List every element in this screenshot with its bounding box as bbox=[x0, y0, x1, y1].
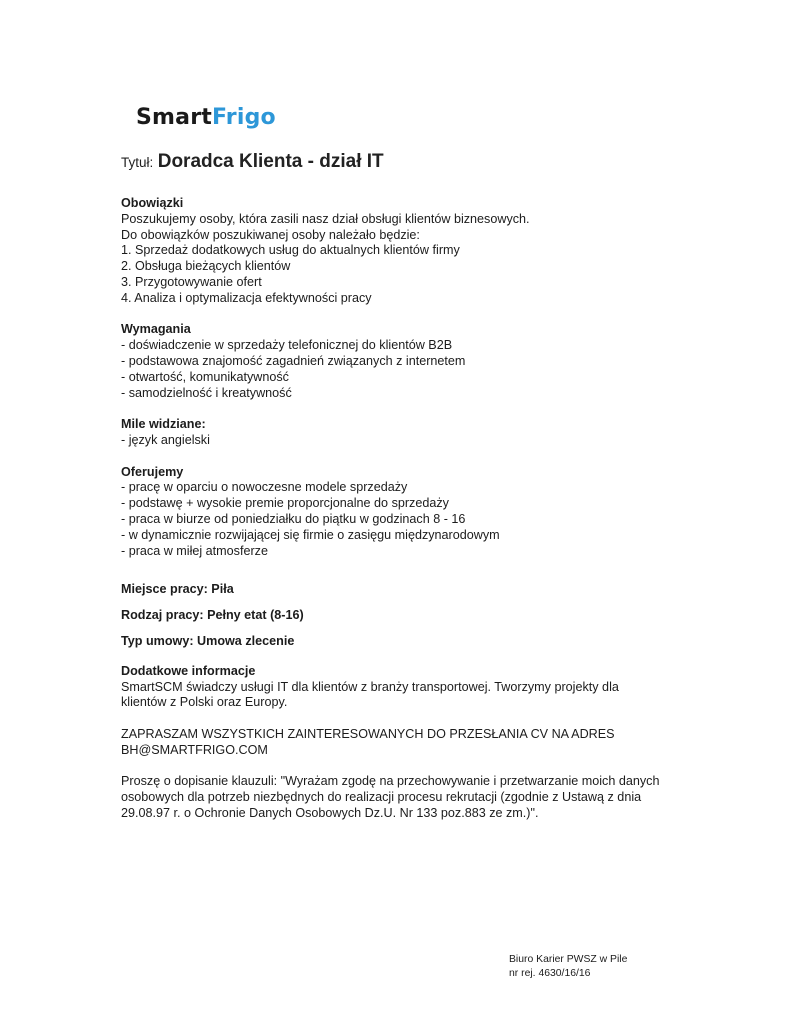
logo-text-frigo: Frigo bbox=[211, 105, 276, 130]
section-heading-obowiazki: Obowiązki bbox=[121, 196, 184, 210]
document-body bbox=[121, 196, 691, 822]
oferujemy-line: - praca w biurze od poniedziałku do piątku w godzinach 8 - 16 bbox=[121, 511, 466, 526]
obowiazki-line: 1. Sprzedaż dodatkowych usług do aktualnych klientów firmy bbox=[121, 243, 460, 258]
mile-widziane-line: - język angielski bbox=[121, 432, 210, 447]
work-location: Miejsce pracy: Piła bbox=[121, 582, 234, 597]
oferujemy-line: - pracę w oparciu o nowoczesne modele sprzedaży bbox=[121, 480, 408, 495]
invitation-line: ZAPRASZAM WSZYSTKICH ZAINTERESOWANYCH DO PRZESŁANIA CV NA ADRES bbox=[121, 726, 615, 741]
footer-registration: nr rej. 4630/16/16 bbox=[509, 967, 591, 979]
obowiazki-line: 3. Przygotowywanie ofert bbox=[121, 274, 262, 289]
contract-type: Typ umowy: Umowa zlecenie bbox=[121, 633, 295, 648]
contact-email: BH@SMARTFRIGO.COM bbox=[121, 742, 268, 757]
section-heading-wymagania: Wymagania bbox=[121, 322, 191, 337]
wymagania-line: - samodzielność i kreatywność bbox=[121, 385, 292, 400]
section-obowiazki bbox=[121, 196, 691, 307]
obowiazki-line: 2. Obsługa bieżących klientów bbox=[121, 259, 291, 274]
dodatkowe-text: SmartSCM świadczy usługi IT dla klientów z branży transportowej. Tworzymy projekty dla klientów z Polski oraz Europy. bbox=[121, 679, 619, 710]
section-wymagania bbox=[121, 322, 691, 401]
footer-office: Biuro Karier PWSZ w Pile bbox=[509, 954, 628, 965]
oferujemy-line: - podstawę + wysokie premie proporcjonalne do sprzedaży bbox=[121, 496, 449, 511]
obowiazki-line: 4. Analiza i optymalizacja efektywności pracy bbox=[121, 290, 372, 305]
title-prefix: Tytuł: bbox=[121, 155, 154, 170]
section-oferujemy bbox=[121, 465, 691, 560]
section-dodatkowe bbox=[121, 664, 691, 711]
wymagania-line: - podstawowa znajomość zagadnień związanych z internetem bbox=[121, 353, 466, 368]
obowiazki-line: Do obowiązków poszukiwanej osoby należało będzie: bbox=[121, 227, 420, 242]
obowiazki-line: Poszukujemy osoby, która zasili nasz dział obsługi klientów biznesowych. bbox=[121, 211, 530, 226]
company-logo bbox=[136, 104, 276, 132]
section-heading-dodatkowe: Dodatkowe informacje bbox=[121, 663, 256, 678]
wymagania-line: - doświadczenie w sprzedaży telefonicznej do klientów B2B bbox=[121, 338, 453, 353]
logo-text-smart: Smart bbox=[136, 105, 212, 130]
spacer bbox=[121, 650, 691, 664]
section-mile-widziane bbox=[121, 417, 691, 449]
section-klauzula bbox=[121, 774, 691, 821]
wymagania-line: - otwartość, komunikatywność bbox=[121, 369, 289, 384]
oferujemy-line: - w dynamicznie rozwijającej się firmie o zasięgu międzynarodowym bbox=[121, 527, 500, 542]
section-heading-mile-widziane: Mile widziane: bbox=[121, 417, 206, 432]
job-title: Doradca Klienta - dział IT bbox=[157, 151, 384, 172]
spacer bbox=[121, 559, 691, 582]
spacer bbox=[121, 624, 691, 634]
oferujemy-line: - praca w miłej atmosferze bbox=[121, 543, 268, 558]
document-title bbox=[121, 148, 384, 177]
section-zaproszenie bbox=[121, 727, 691, 759]
gdpr-clause: Proszę o dopisanie klauzuli: "Wyrażam zgodę na przechowywanie i przetwarzanie moich danych osobowych dla potrzeb niezbędnych do realizacji procesu rekrutacji (zgodnie z Ustawą z dnia 29.08.97 r. o Ochronie Danych Osobowych Dz.U. Nr 133 poz.883 ze zm.)". bbox=[121, 774, 660, 820]
spacer bbox=[121, 598, 691, 608]
section-heading-oferujemy: Oferujemy bbox=[121, 464, 184, 479]
work-type: Rodzaj pracy: Pełny etat (8-16) bbox=[121, 608, 304, 623]
footer-note bbox=[509, 953, 627, 980]
